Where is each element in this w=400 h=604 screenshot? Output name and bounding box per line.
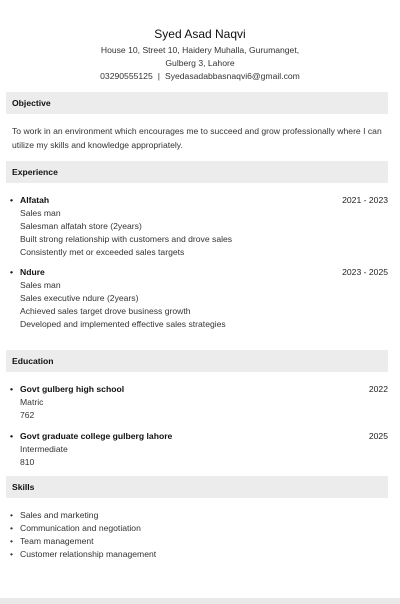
education-line: Intermediate <box>20 444 68 454</box>
bullet-icon: • <box>10 510 14 520</box>
education-line: Matric <box>20 397 44 407</box>
education-title <box>10 384 124 394</box>
experience-line: Sales man <box>20 208 61 218</box>
experience-line: Consistently met or exceeded sales targets <box>20 247 185 257</box>
address-line-2: Gulberg 3, Lahore <box>165 58 235 68</box>
contact-separator: | <box>157 71 160 81</box>
address-line-1: House 10, Street 10, Haidery Muhalla, Gurumanget, <box>100 45 300 55</box>
phone-number: 03290555125 <box>100 71 153 81</box>
contact-line <box>0 71 400 81</box>
skill-label: Team management <box>20 536 94 546</box>
bullet-icon: • <box>10 431 14 441</box>
section-header-skills: Skills <box>6 476 388 498</box>
bullet-icon: • <box>10 536 14 546</box>
experience-title <box>10 267 45 277</box>
education-title <box>10 431 172 441</box>
experience-line: Sales man <box>20 280 61 290</box>
skill-item <box>10 523 141 533</box>
skill-item <box>10 510 98 520</box>
objective-line-1: To work in an environment which encourages me to succeed and grow professionally where I can <box>12 126 382 136</box>
experience-dates: 2023 - 2025 <box>342 267 388 277</box>
skill-item <box>10 549 156 559</box>
experience-line: Developed and implemented effective sales strategies <box>20 319 226 329</box>
school-name: Govt gulberg high school <box>20 384 125 394</box>
page-bottom-edge <box>0 598 400 604</box>
skill-label: Sales and marketing <box>20 510 99 520</box>
bullet-icon: • <box>10 384 14 394</box>
bullet-icon: • <box>10 523 14 533</box>
education-line: 762 <box>20 410 35 420</box>
education-year: 2025 <box>368 431 388 441</box>
bullet-icon: • <box>10 267 14 277</box>
skill-label: Communication and negotiation <box>20 523 141 533</box>
experience-title <box>10 195 49 205</box>
section-header-education: Education <box>6 350 388 372</box>
education-year: 2022 <box>368 384 388 394</box>
education-line: 810 <box>20 457 35 467</box>
experience-line: Sales executive ndure (2years) <box>20 293 139 303</box>
bullet-icon: • <box>10 195 14 205</box>
experience-dates: 2021 - 2023 <box>342 195 388 205</box>
bullet-icon: • <box>10 549 14 559</box>
experience-line: Achieved sales target drove business growth <box>20 306 191 316</box>
company-name: Ndure <box>20 267 45 277</box>
experience-line: Salesman alfatah store (2years) <box>20 221 142 231</box>
objective-line-2: utilize my skills and knowledge appropriately. <box>12 140 183 150</box>
candidate-name: Syed Asad Naqvi <box>154 27 246 41</box>
school-name: Govt graduate college gulberg lahore <box>20 431 173 441</box>
section-header-experience: Experience <box>6 161 388 183</box>
company-name: Alfatah <box>20 195 50 205</box>
skill-label: Customer relationship management <box>20 549 157 559</box>
email-address: Syedasadabbasnaqvi6@gmail.com <box>164 71 300 81</box>
experience-line: Built strong relationship with customers and drove sales <box>20 234 233 244</box>
section-header-objective: Objective <box>6 92 388 114</box>
skill-item <box>10 536 94 546</box>
